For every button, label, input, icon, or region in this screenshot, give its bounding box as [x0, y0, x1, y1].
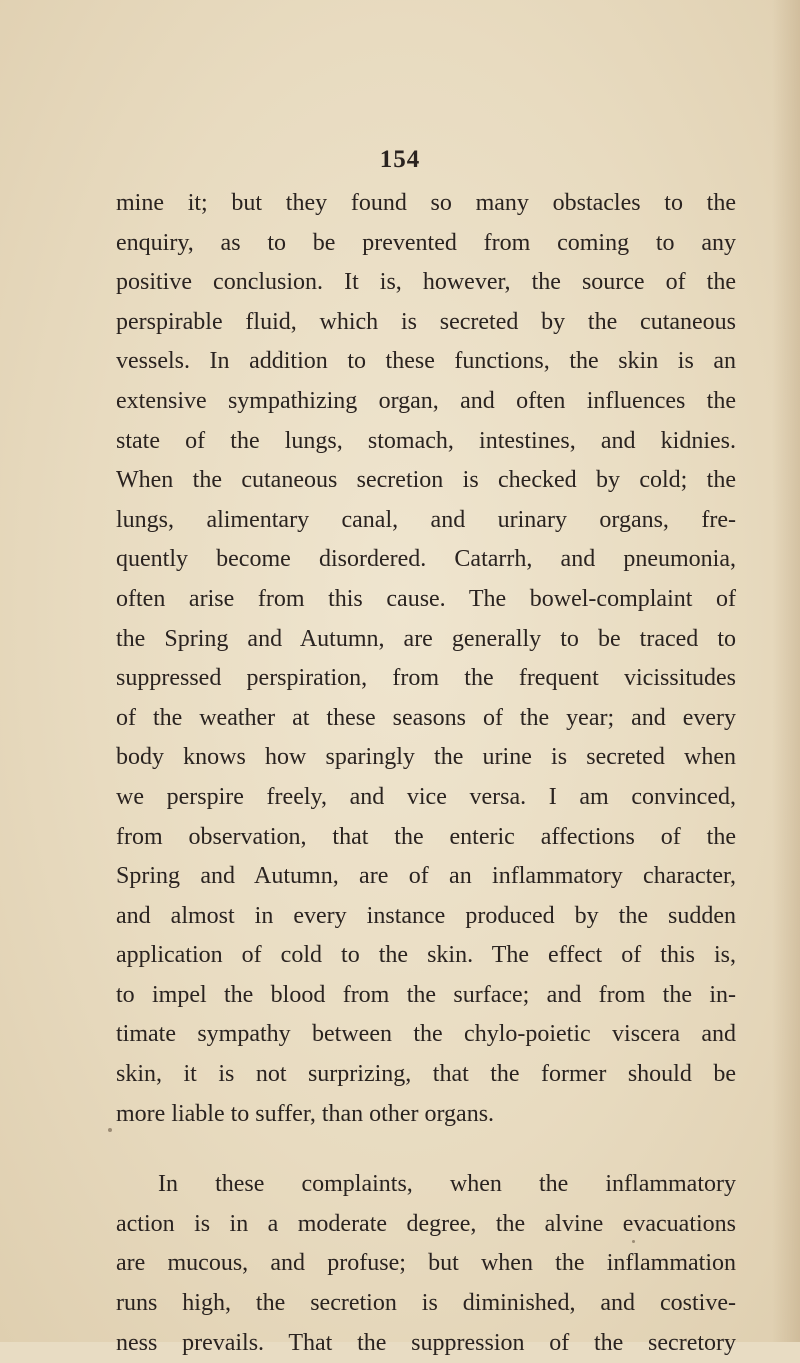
- text-line: more liable to suffer, than other organs.: [116, 1100, 495, 1127]
- text-line: In these complaints, when the inflammatory: [158, 1171, 736, 1198]
- text-line: we perspire freely, and vice versa. I am convinced,: [116, 783, 736, 810]
- paragraph-gap: [116, 1134, 736, 1165]
- paper-speck: [108, 1128, 112, 1132]
- text-line: of the weather at these seasons of the year; and every: [116, 704, 736, 731]
- text-line: extensive sympathizing organ, and often influences the: [116, 387, 736, 414]
- text-line: When the cutaneous secretion is checked by cold; the: [116, 467, 736, 494]
- text-line: vessels. In addition to these functions, the skin is an: [116, 348, 736, 375]
- text-line: often arise from this cause. The bowel-complaint of: [116, 585, 736, 612]
- text-line: enquiry, as to be prevented from coming to any: [116, 229, 736, 256]
- text-line: from observation, that the enteric affections of the: [116, 823, 736, 850]
- text-line: the Spring and Autumn, are generally to be traced to: [116, 625, 736, 652]
- text-line: action is in a moderate degree, the alvine evacuations: [116, 1210, 736, 1237]
- text-line: skin, it is not surprizing, that the former should be: [116, 1061, 736, 1088]
- page-number: 154: [379, 146, 421, 173]
- text-line: Spring and Autumn, are of an inflammatory character,: [116, 863, 736, 890]
- text-line: perspirable fluid, which is secreted by the cutaneous: [116, 308, 736, 335]
- text-line: state of the lungs, stomach, intestines, and kidnies.: [116, 427, 736, 454]
- page-edge-shadow: [772, 0, 800, 1342]
- page-body-text: [116, 184, 736, 1363]
- text-line: suppressed perspiration, from the frequent vicissitudes: [116, 665, 736, 692]
- text-line: are mucous, and profuse; but when the inflammation: [116, 1250, 736, 1277]
- text-line: lungs, alimentary canal, and urinary organs, fre-: [116, 506, 736, 533]
- paragraph-1: [116, 184, 736, 1134]
- text-line: positive conclusion. It is, however, the source of the: [116, 269, 736, 296]
- text-line: body knows how sparingly the urine is secreted when: [116, 744, 736, 771]
- text-line: to impel the blood from the surface; and from the in-: [116, 981, 736, 1008]
- text-line: runs high, the secretion is diminished, and costive-: [116, 1290, 736, 1317]
- text-line: application of cold to the skin. The effect of this is,: [116, 942, 736, 969]
- text-line: timate sympathy between the chylo-poietic viscera and: [116, 1021, 736, 1048]
- text-line: mine it; but they found so many obstacles to the: [116, 190, 736, 216]
- text-line: and almost in every instance produced by the sudden: [116, 902, 736, 929]
- text-line: quently become disordered. Catarrh, and pneumonia,: [116, 546, 736, 573]
- paper-speck: [632, 1240, 635, 1243]
- paragraph-2: [116, 1165, 736, 1363]
- text-line: ness prevails. That the suppression of the secretory: [116, 1329, 736, 1356]
